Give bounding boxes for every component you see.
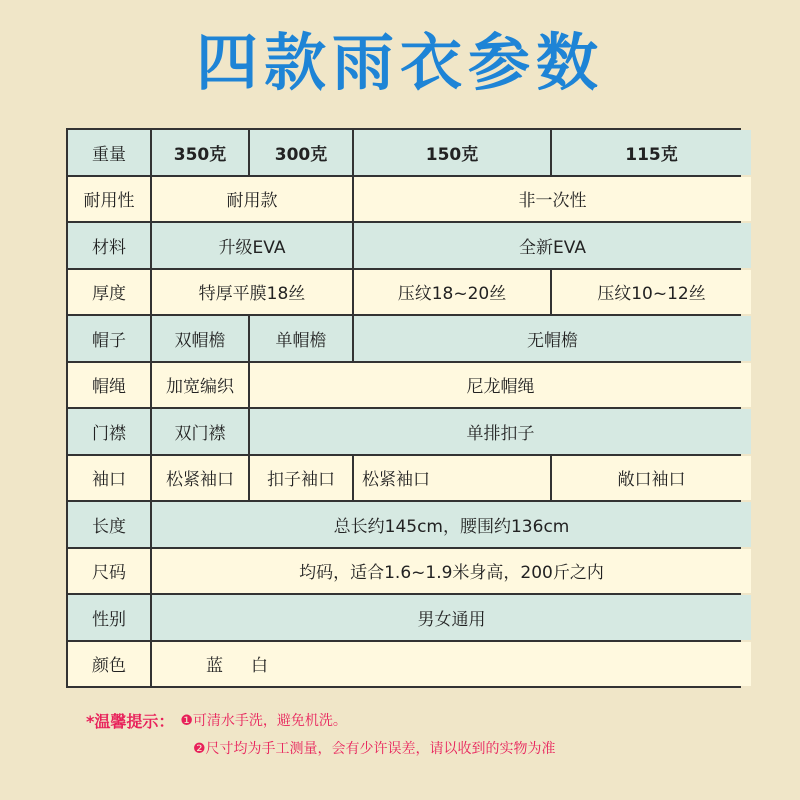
row-label-material: 材料	[68, 223, 150, 268]
material-upgraded: 升级EVA	[152, 223, 352, 268]
row-label-durability: 耐用性	[68, 177, 150, 222]
hood-rope-nylon: 尼龙帽绳	[250, 363, 751, 408]
row-label-color: 颜色	[68, 642, 150, 687]
material-new: 全新EVA	[354, 223, 751, 268]
weight-300: 300克	[250, 130, 352, 175]
hood-double-brim: 双帽檐	[152, 316, 248, 361]
row-label-weight: 重量	[68, 130, 150, 175]
cuff-button: 扣子袖口	[250, 456, 352, 501]
cuff-open: 敞口袖口	[552, 456, 751, 501]
row-label-length: 长度	[68, 502, 150, 547]
cuff-elastic-1: 松紧袖口	[152, 456, 248, 501]
color-values	[152, 642, 751, 687]
thickness-18-20: 压纹18~20丝	[354, 270, 550, 315]
row-label-hood: 帽子	[68, 316, 150, 361]
page-title: 四款雨衣参数	[195, 26, 604, 99]
weight-115: 115克	[552, 130, 751, 175]
spec-table	[66, 128, 741, 688]
gender-value: 男女通用	[152, 595, 751, 640]
weight-150: 150克	[354, 130, 550, 175]
thickness-thick: 特厚平膜18丝	[152, 270, 352, 315]
cuff-elastic-2: 松紧袖口	[354, 456, 550, 501]
row-label-hood-rope: 帽绳	[68, 363, 150, 408]
length-value: 总长约145cm，腰围约136cm	[152, 502, 751, 547]
hood-single-brim: 单帽檐	[250, 316, 352, 361]
size-value: 均码，适合1.6~1.9米身高，200斤之内	[152, 549, 751, 594]
weight-350: 350克	[152, 130, 248, 175]
durability-reusable: 非一次性	[354, 177, 751, 222]
placket-single-button: 单排扣子	[250, 409, 751, 454]
row-label-cuff: 袖口	[68, 456, 150, 501]
tips-heading: *温馨提示：	[86, 711, 175, 731]
tip-1: ❶可清水手洗，避免机洗。	[180, 713, 347, 729]
hood-rope-braided: 加宽编织	[152, 363, 248, 408]
row-label-size: 尺码	[68, 549, 150, 594]
color-blue: 蓝	[206, 656, 223, 677]
row-label-thickness: 厚度	[68, 270, 150, 315]
thickness-10-12: 压纹10~12丝	[552, 270, 751, 315]
row-label-gender: 性别	[68, 595, 150, 640]
color-white: 白	[251, 656, 268, 677]
row-label-placket: 门襟	[68, 409, 150, 454]
hood-no-brim: 无帽檐	[354, 316, 751, 361]
tips-section	[86, 706, 556, 762]
placket-double: 双门襟	[152, 409, 248, 454]
tip-2: ❷尺寸均为手工测量，会有少许误差，请以收到的实物为准	[193, 741, 556, 757]
durability-durable: 耐用款	[152, 177, 352, 222]
